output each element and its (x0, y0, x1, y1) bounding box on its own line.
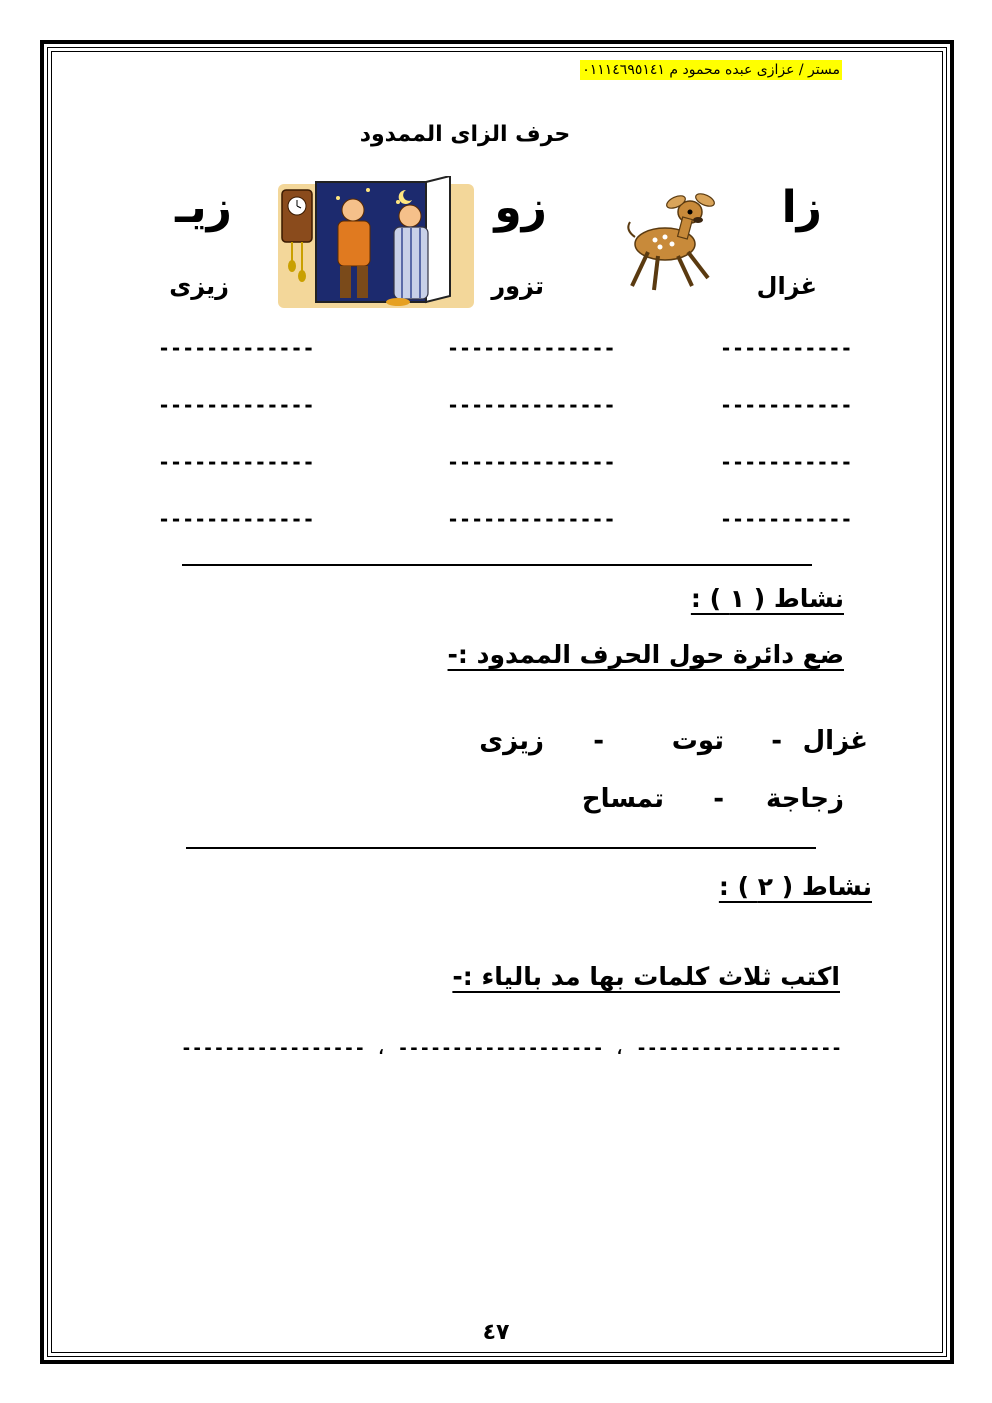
practice-line: ------------- (158, 393, 315, 417)
page-number: ٤٧ (482, 1320, 510, 1345)
deer-icon (610, 182, 720, 294)
practice-line: -------------- (447, 336, 616, 360)
practice-line: -------------- (447, 507, 616, 531)
answer-line: ----------------- ، ------------------- ، ------------------- (180, 1038, 842, 1059)
activity2-instruction: اكتب ثلاث كلمات بها مد بالياء :- (452, 962, 840, 991)
practice-line: -------------- (447, 450, 616, 474)
practice-line: ----------- (720, 450, 853, 474)
letter-form-zu: زو (494, 182, 547, 233)
circle-word: زيزى (479, 726, 544, 756)
activity1-heading: نشاط ( ١ ) : (690, 584, 844, 613)
circle-word: غزال (802, 726, 868, 756)
practice-line: ----------- (720, 393, 853, 417)
practice-line: ------------- (158, 507, 315, 531)
circle-word: تمساح (581, 784, 664, 814)
activity1-instruction: ضع دائرة حول الحرف الممدود :- (447, 640, 844, 669)
word-ghazal: غزال (756, 272, 817, 300)
practice-line: ----------- (720, 336, 853, 360)
activity2-heading: نشاط ( ٢ ) : (718, 872, 872, 901)
section-divider (186, 847, 816, 849)
circle-word: توت (671, 726, 724, 756)
word-separator: - (713, 784, 724, 814)
letter-form-za: زا (781, 182, 822, 233)
practice-line: ------------- (158, 336, 315, 360)
circle-word: زجاجة (766, 784, 844, 814)
word-separator: - (771, 726, 782, 756)
practice-line: -------------- (447, 393, 616, 417)
page-border-inner (51, 51, 943, 1353)
word-zizi: زيزى (169, 272, 229, 300)
teacher-name-note: مستر / عزازى عبده محمود م ٠١١١٤٦٩٥١٤١ (582, 62, 840, 78)
page-title: حرف الزاى الممدود (359, 122, 571, 147)
visit-door-icon (278, 176, 474, 308)
practice-line: ----------- (720, 507, 853, 531)
section-divider (182, 564, 812, 566)
word-tazour: تزور (491, 272, 544, 300)
letter-form-zi: زيـ (175, 182, 232, 233)
practice-line: ------------- (158, 450, 315, 474)
word-separator: - (593, 726, 604, 756)
